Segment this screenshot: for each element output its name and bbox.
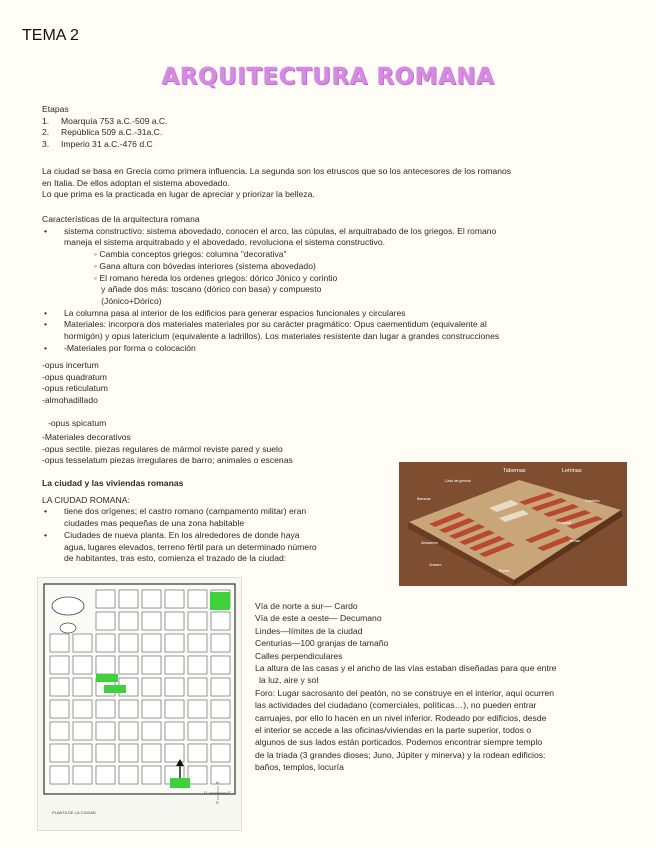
opus-list: -opus incertum -opus quadratum -opus reticulatum -almohadillado [42,360,108,406]
plan-block [119,766,138,784]
etapas-list [42,116,168,151]
plan-block [188,700,207,718]
plan-block [142,612,161,630]
plan-block [188,766,207,784]
plan-block [119,656,138,674]
plan-block [73,700,92,718]
plan-block [96,612,115,630]
plan-block [119,700,138,718]
list-item: • tiene dos orígenes; el castro romano (campamento militar) eran ciudades mas pequeñas de una zona habitable [42,506,317,529]
plan-block [119,634,138,652]
photo-label: Termas [569,539,581,543]
plan-block [165,744,184,762]
plan-block [119,612,138,630]
plan-block [142,656,161,674]
etapas-section [42,104,168,151]
photo-label: Letrinas [562,468,582,474]
plan-block [211,656,230,674]
list-item: 3. Imperio 31 a.C.-476 d.C [42,139,153,150]
plan-block [50,766,69,784]
plan-block [73,722,92,740]
opus-spicatum: -opus spicatum [48,418,107,428]
compass-label: O [204,790,208,795]
photo-label: Almacenes [421,541,438,545]
photo-label: Tabernas [503,468,526,474]
plan-block [142,722,161,740]
decorativos-list: -Materiales decorativos -opus sectile. piezas regulares de mármol reviste pared y suelo -opus tesselatum piezas irregulares de barro; animales o escenas [42,432,293,466]
list-item: • Ciudades de nueva planta. En los alrededores de donde haya agua, lugares elevados, terreno fértil para un determinado número de habitantes, tras esto, comienza el trazado de la ciudad: [42,530,317,565]
plan-block [96,656,115,674]
compass-label: E [228,790,231,795]
list-item: • Materiales: incorpora dos materiales materiales por su carácter pragmático: Opus caementidum (equivalente al hormigón) y opus latericium (equivalente a ladrillos). Los materiales resistente dan lugar a grandes construcciones [42,319,499,342]
list-item: • La columna pasa al interior de los edificios para generar espacios funcionales y circulares [42,308,499,320]
plan-block [73,766,92,784]
plan-block [211,634,230,652]
castrum-model-photo [399,462,627,586]
sub-list: ◦ Cambia conceptos griegos: columna "decorativa" ◦ Gana altura con bóvedas interiores (sistema abovedado) ◦ El romano hereda los ordenes griegos: dórico Jónico y corintio y añade dos más: toscano (dórico con basa) y compuesto (Jónico+Dórico) [94,249,338,306]
page-title: ARQUITECTURA ROMANA [161,64,495,90]
plan-block [73,678,92,696]
plan-block [50,656,69,674]
photo-label: Casa del general [445,479,471,483]
ciudad-subheading: LA CIUDAD ROMANA: [42,494,130,505]
plan-block [211,744,230,762]
plan-block [142,634,161,652]
plan-block [188,634,207,652]
plan-block [211,722,230,740]
compass-label: N [216,780,219,785]
photo-label: Barracas [417,497,431,501]
plan-block [188,722,207,740]
plan-block [73,656,92,674]
plan-block [211,612,230,630]
photo-label: Granero [429,563,442,567]
plan-block [165,722,184,740]
plan-block [142,766,161,784]
plan-block [119,744,138,762]
plan-block [50,744,69,762]
plan-block [96,700,115,718]
plan-block [165,700,184,718]
plan-block [96,634,115,652]
caracteristicas-heading: Características de la arquitectura romana [42,214,200,224]
intro-paragraph: La ciudad se basa en Grecia como primera influencia. La segunda son los etruscos que so los antecesores de los romanos en Italia. De ellos adoptan el sistema abovedado. Lo que prima es la practicada en lugar de apreciar y priorizar la belleza. [42,166,512,200]
plan-block [188,678,207,696]
ciudad-heading: La ciudad y las viviendas romanas [42,478,184,488]
plan-block [188,744,207,762]
plan-block [50,700,69,718]
plan-block [211,766,230,784]
plan-block [96,590,115,608]
plan-block [96,744,115,762]
plan-block [96,722,115,740]
plan-block [50,634,69,652]
plan-block [142,590,161,608]
photo-label: Puerta [499,569,509,573]
plan-caption: PLANTA DE LA CIUDAD [52,810,96,815]
plan-block [188,656,207,674]
list-item: • -Materiales por forma o colocación [42,343,499,355]
plan-block [73,634,92,652]
plan-block [142,678,161,696]
caracteristicas-section [42,214,499,354]
list-item: 1. Moarquía 753 a.C.-509 a.C. [42,115,168,126]
list-item: • sistema constructivo: sistema abovedado, conocen el arco, las cúpulas, el arquitrabado de los griegos. El romano maneja el sistema arquitrabado y el abovedado, revoluciona el sistema constructivo. ◦ Cambia conceptos griegos: columna "decorativa" ◦ Gana altura con bóvedas interiores (sistema abovedado) ◦ El romano hereda los ordenes griegos: dórico Jónico y corintio y añade dos más: toscano (dórico con basa) y compuesto (Jónico+Dórico) [42,226,499,308]
etapas-heading: Etapas [42,104,69,114]
ciudad-section [42,478,317,565]
city-plan-image [37,577,242,831]
plan-block [188,590,207,608]
plan-block [211,700,230,718]
city-notes: Vía de norte a sur— Cardo Vía de este a oeste— Decumano Lindes—límites de la ciudad Centurias—100 granjas de tamaño Calles perpendiculares La altura de las casas y el ancho de las vías estaban diseñadas para que entre la luz, aire y sol Foro: Lugar sacrosanto del peatón, no se construye en el interior, aquí ocurren las actividades del ciudadano (comerciales, políticas…), no pueden entrar carruajes, por ello lo hacen en un nivel inferior. Rodeado por edificios, desde el interior se accede a las oficinas/viviendas en la parte superior, todos o algunos de sus lados están porticados. Podemos encontrar siempre templo de la triada (3 grandes dioses; Juno, Júpiter y minerva) y la rodean edificios: baños, templos, locuría [255,601,557,773]
plan-block [165,612,184,630]
plan-block [165,590,184,608]
plan-block [142,700,161,718]
plan-block [142,744,161,762]
compass-label: S [216,800,219,805]
plan-block [119,722,138,740]
plan-block [73,744,92,762]
plan-block [50,722,69,740]
plan-block [211,678,230,696]
photo-label: Hospital [559,521,572,525]
plan-block [165,656,184,674]
list-item: 2. República 509 a.C.-31a.C. [42,127,163,138]
plan-block [96,766,115,784]
photo-label: Cuarteles [585,499,600,503]
plan-block [188,612,207,630]
tema-label: TEMA 2 [22,27,79,44]
plan-block [165,634,184,652]
plan-block [165,678,184,696]
plan-block [50,678,69,696]
plan-block [119,590,138,608]
